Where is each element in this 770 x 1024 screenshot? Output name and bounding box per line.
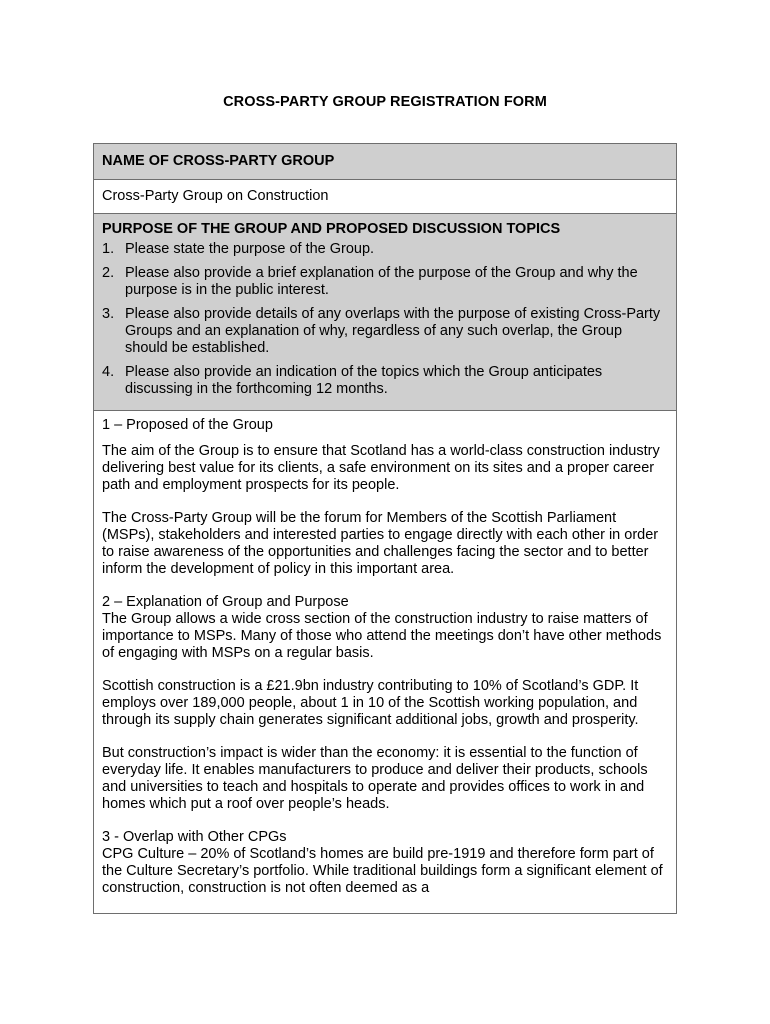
list-item-text: Please state the purpose of the Group. xyxy=(125,241,375,257)
section-1-heading: 1 – Proposed of the Group xyxy=(102,417,273,433)
response-body xyxy=(94,411,676,897)
form-title: CROSS-PARTY GROUP REGISTRATION FORM xyxy=(223,94,547,110)
section-2-paragraph: But construction’s impact is wider than the economy: it is essential to the function of everyday life. It enables manufacturers to produce and deliver their products, schools and universities to teach and hospitals to operate and provides offices to work in and homes which put a roof over people’s heads. xyxy=(102,745,648,812)
list-item-number: 1. xyxy=(102,241,115,257)
section-1-paragraph: The Cross-Party Group will be the forum for Members of the Scottish Parliament (MSPs), stakeholders and interested parties to engage directly with each other in order to raise awareness of the opportunities and challenges facing the sector and to better inform the development of policy in this important area. xyxy=(102,510,659,577)
list-item xyxy=(102,306,668,357)
purpose-section xyxy=(94,214,676,411)
group-name-value: Cross-Party Group on Construction xyxy=(94,180,676,214)
list-item xyxy=(102,364,668,398)
section-3-heading: 3 - Overlap with Other CPGs xyxy=(102,829,287,845)
list-item-number: 3. xyxy=(102,306,115,322)
list-item xyxy=(102,265,668,299)
registration-form-table xyxy=(93,143,677,914)
purpose-heading: PURPOSE OF THE GROUP AND PROPOSED DISCUSSION TOPICS xyxy=(102,221,561,237)
list-item-text: Please also provide details of any overlaps with the purpose of existing Cross-Party Groups and an explanation of why, regardless of any such overlap, the Group should be established. xyxy=(125,306,661,356)
section-3-paragraph: CPG Culture – 20% of Scotland’s homes are build pre-1919 and therefore form part of the Culture Secretary’s portfolio. While traditional buildings form a significant element of construction, construction is not often deemed as a xyxy=(102,846,663,896)
purpose-instructions-list xyxy=(102,241,668,398)
section-1-paragraph: The aim of the Group is to ensure that Scotland has a world-class construction industry delivering best value for its clients, a safe environment on its sites and a proper career path and employment prospects for its people. xyxy=(102,443,660,493)
list-item-number: 2. xyxy=(102,265,115,281)
section-2-paragraph: Scottish construction is a £21.9bn industry contributing to 10% of Scotland’s GDP. It employs over 189,000 people, about 1 in 10 of the Scottish working population, and through its supply chain generates significant additional jobs, growth and prosperity. xyxy=(102,678,639,728)
list-item xyxy=(102,241,668,258)
group-name-heading: NAME OF CROSS-PARTY GROUP xyxy=(94,144,676,180)
section-2-heading: 2 – Explanation of Group and Purpose xyxy=(102,594,349,610)
list-item-text: Please also provide a brief explanation of the purpose of the Group and why the purpose is in the public interest. xyxy=(125,265,638,298)
section-2-paragraph: The Group allows a wide cross section of the construction industry to raise matters of importance to MSPs. Many of those who attend the meetings don’t have other methods of engaging with MSPs on a regular basis. xyxy=(102,611,662,661)
list-item-text: Please also provide an indication of the topics which the Group anticipates discussing in the forthcoming 12 months. xyxy=(125,364,603,397)
list-item-number: 4. xyxy=(102,364,115,380)
